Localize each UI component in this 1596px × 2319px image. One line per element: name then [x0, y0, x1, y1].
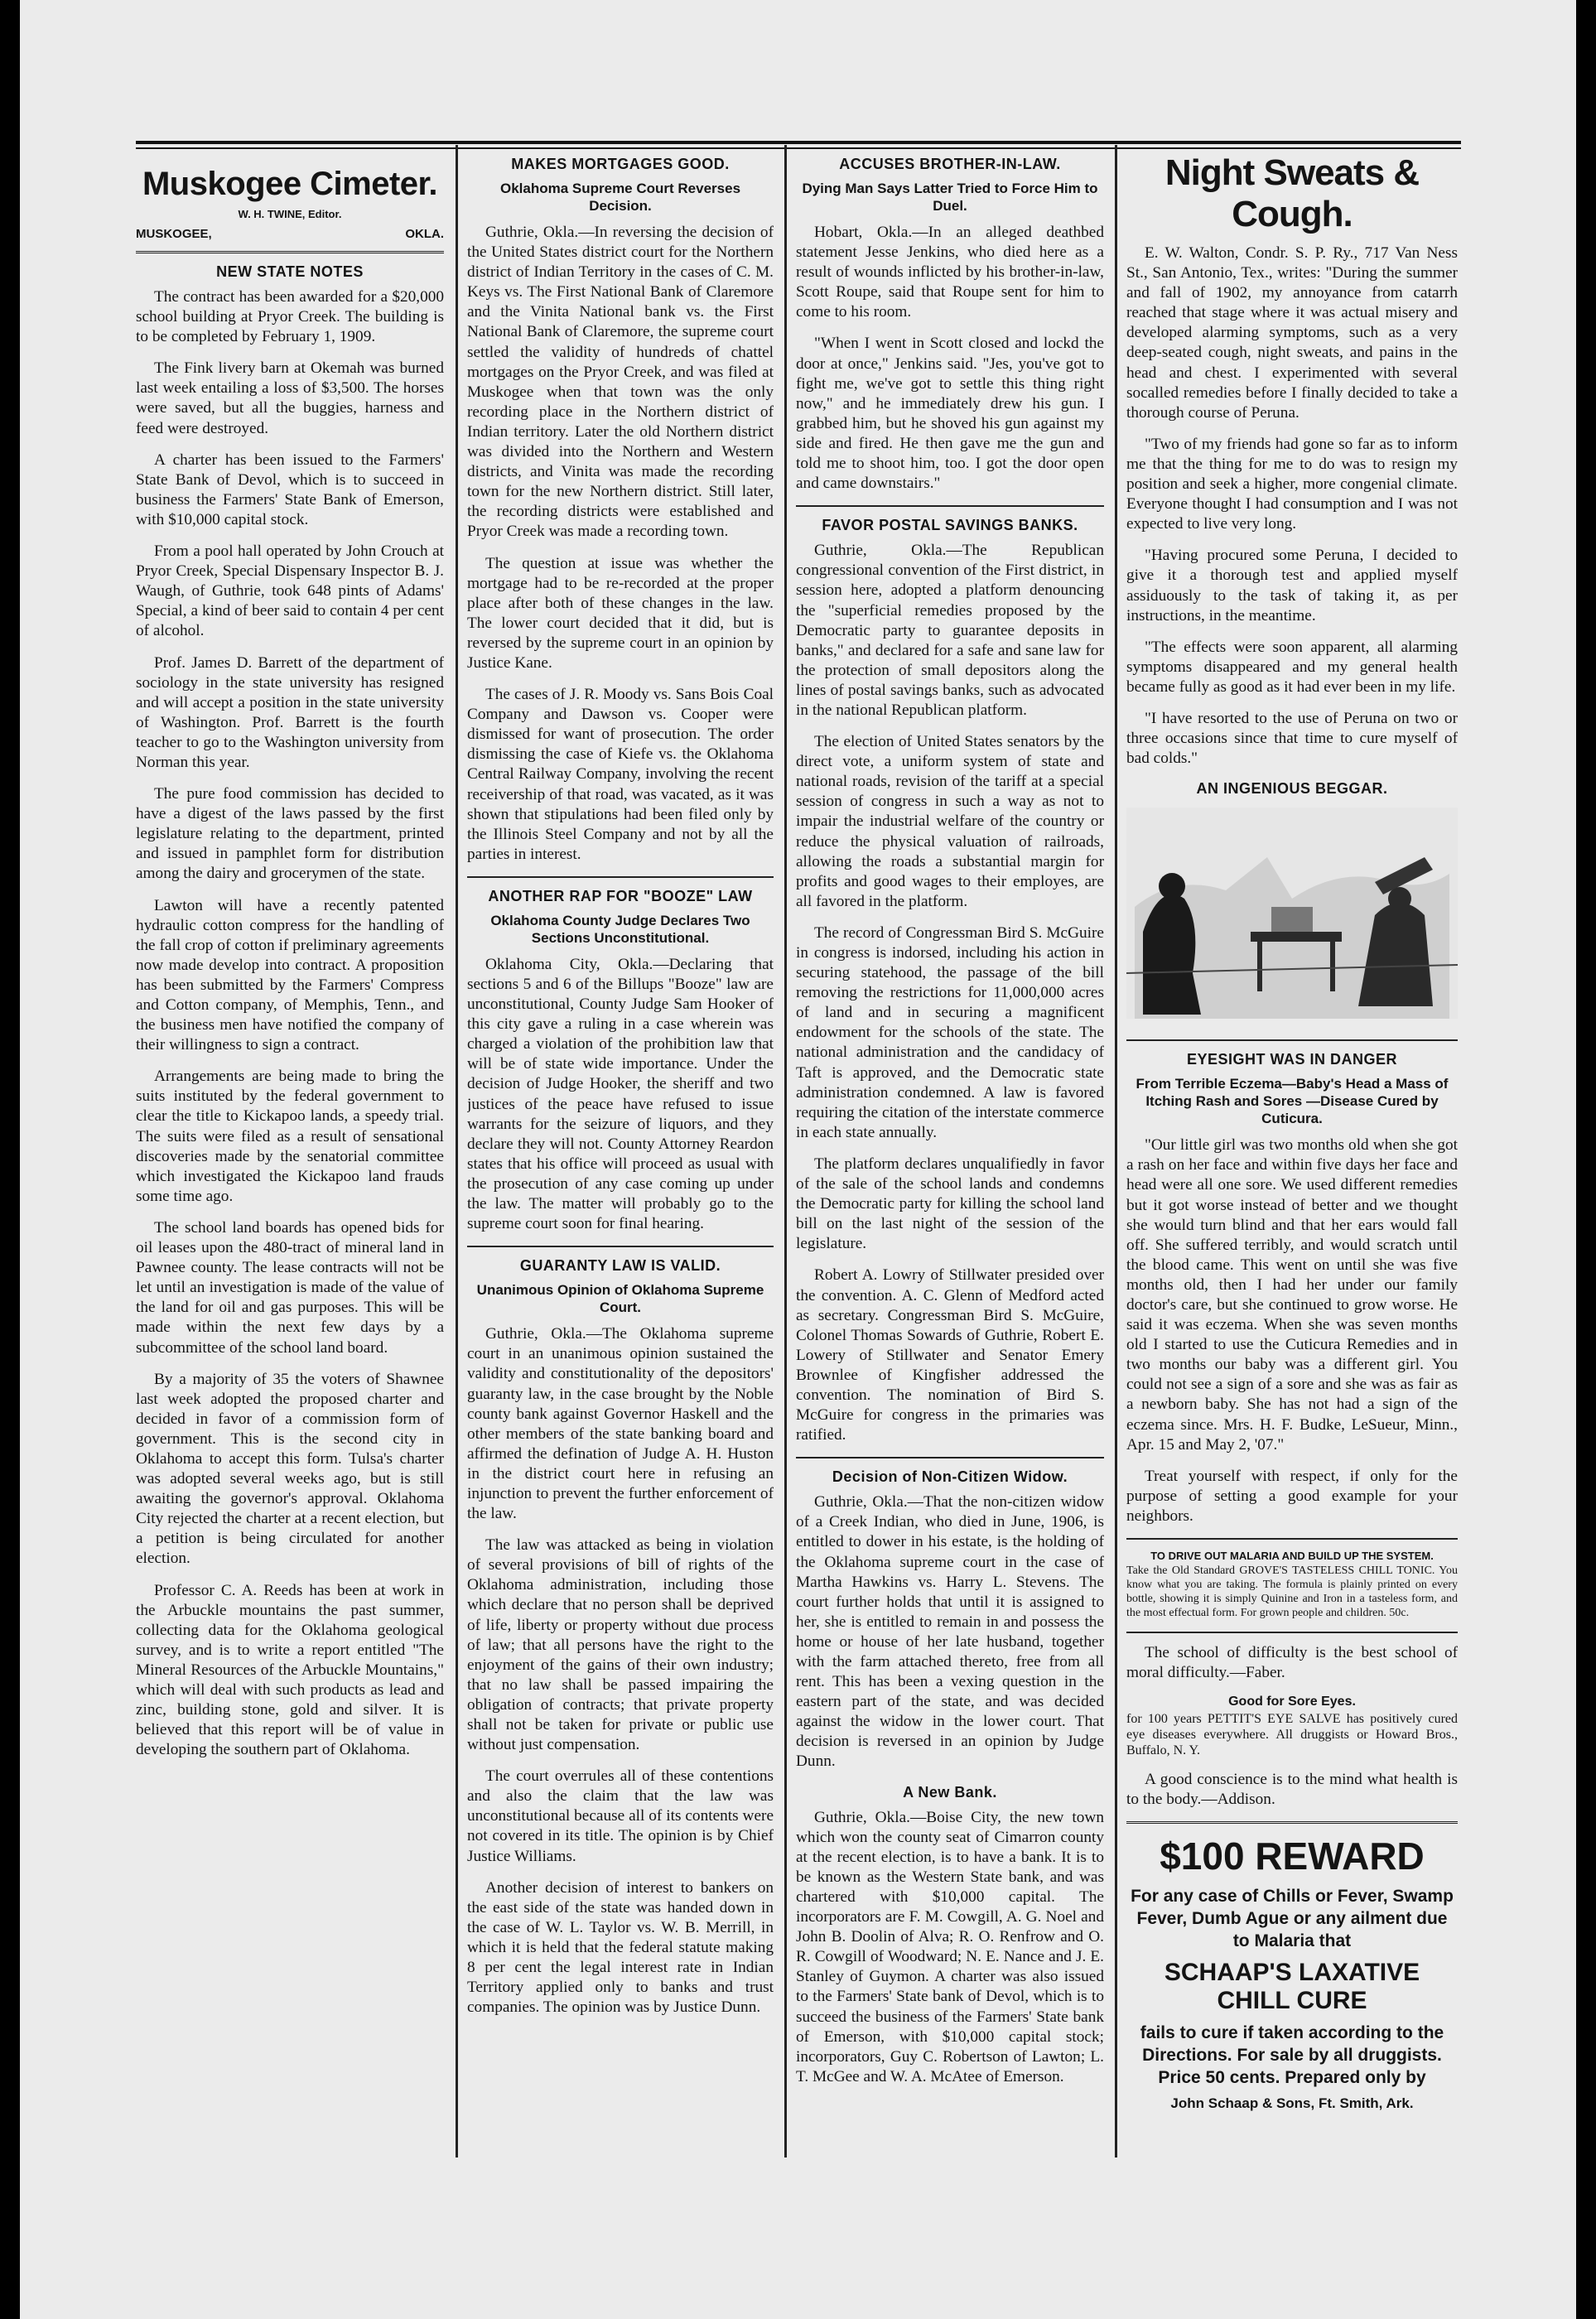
article-paragraph: "When I went in Scott closed and lockd the door at once," Jenkins said. "Jes, you've got to fight me, we've got to settle this thing right now," and he immediately drew his gun. I grabbed him, but he shoved his gun against my side and fired. He then gave me the gun and told me to shoot him, too. I got the door open and came downstairs."	[796, 335, 1104, 493]
booze-law-heading: ANOTHER RAP FOR "BOOZE" LAW	[488, 887, 753, 904]
postal-savings-heading: FAVOR POSTAL SAVINGS BANKS.	[822, 517, 1078, 534]
peruna-ad-heading: Night Sweats & Cough.	[1164, 152, 1420, 234]
note-paragraph: The pure food commission has decided to have a digest of the laws passed by the first legislature relating to the department, printed and issued in pamphlet form for distribution among the dairy and grocerymen of the state.	[136, 785, 444, 883]
booze-law-subheading: Oklahoma County Judge Declares Two Sections Unconstitutional.	[490, 912, 750, 946]
ad-paragraph: "Having procured some Peruna, I decided to give it a thorough test and applied myself assiduously to the task of taking it, as per instructions, in the meantime.	[1126, 547, 1458, 624]
column-4	[1126, 149, 1458, 2170]
guaranty-law-subheading: Unanimous Opinion of Oklahoma Supreme Court.	[476, 1282, 764, 1316]
note-paragraph: Arrangements are being made to bring the suits instituted by the federal government to clear the title to Kickapoo lands, a speedy trial. The suits were filed as a result of sensational discoveries made by the senatorial committee which investigated the Kickapoo land frauds some time ago.	[136, 1068, 444, 1205]
article-paragraph: Another decision of interest to bankers on the east side of the state was handed down in the case of W. L. Taylor vs. W. B. Merrill, in which it is held that the federal statute making 8 per cent the legal interest rate in Indian Territory applied only to banks and trust companies. The opinion was by Justice Dunn.	[467, 1878, 774, 2017]
note-paragraph: Lawton will have a recently patented hydraulic cotton compress for the handling of the fall crop of cotton if preliminary agreements now made develop into contract. A proposition has been submitted by the Farmers' Compress and Cotton company, of Memphis, Tenn., and the business men have notified the company of their willingness to sign a contract.	[136, 896, 444, 1054]
eyesight-heading: EYESIGHT WAS IN DANGER	[1186, 1051, 1398, 1068]
article-paragraph: The question at issue was whether the mortgage had to be re-recorded at the proper place after both of these changes in the law. The lower court decided that it did, but is reversed by the supreme court in an opinion by Justice Kane.	[467, 554, 774, 672]
new-bank-heading: A New Bank.	[903, 1783, 997, 1801]
sore-eyes-heading: Good for Sore Eyes.	[1228, 1695, 1356, 1709]
note-paragraph: The Fink livery barn at Okemah was burned last week entailing a loss of $3,500. The horses were saved, but all the buggies, harness and feed were destroyed.	[136, 359, 444, 437]
column-1	[136, 149, 444, 2170]
brother-in-law-heading: ACCUSES BROTHER-IN-LAW.	[839, 156, 1061, 172]
article-rule	[467, 876, 774, 878]
article-paragraph: Guthrie, Okla.—The Republican congressional convention of the First district, in session here, adopted a platform denouncing the "superficial remedies proposed by the Democratic party to guarantee deposits in banks," and declared for a safe and sane law for the protection of small depositors along the lines of postal savings banks, such as advocated in the national Republican platform.	[796, 542, 1104, 719]
note-paragraph: By a majority of 35 the voters of Shawnee last week adopted the proposed charter and decided in favor of a commission form of government. This is the second city in Oklahoma to accept this form. Tulsa's charter was adopted several weeks ago, but is still awaiting the governor's approval. Oklahoma City rejected the charter at a recent election, but a petition is being circulated for another election.	[136, 1370, 444, 1568]
dateline-city: MUSKOGEE,	[136, 227, 212, 241]
reward-text: For any case of Chills or Fever, Swamp Fever, Dumb Ague or any ailment due to Malaria that	[1131, 1887, 1454, 1951]
article-paragraph: The cases of J. R. Moody vs. Sans Bois Coal Company and Dawson vs. Cooper were dismissed for want of prosecution. The order dismissing the case of Kiefe vs. the Oklahoma Central Railway Company, involving the recent receivership of that road, was vacated, as it was shown that stipulations had been filed only by the Illinois Steel Company and not by all the parties in interest.	[467, 686, 774, 863]
reward-signature: John Schaap & Sons, Ft. Smith, Ark.	[1170, 2095, 1414, 2112]
column-rule-3	[1115, 145, 1117, 2157]
article-paragraph: The election of United States senators by the direct vote, a uniform system of state and national roads, revision of the tariff at a special session of congress in such a way as not to impair the industrial welfare of the country or reduce the physical valuation of railroads, allowing the roads a substantial margin for profits and good wages to their employes, are all favored in the platform.	[796, 733, 1104, 910]
column-3	[796, 149, 1104, 2170]
ad-rule	[1126, 1821, 1458, 1824]
masthead-editor: W. H. TWINE, Editor.	[238, 208, 342, 220]
ad-paragraph: "The effects were soon apparent, all alarming symptoms disappeared and my general health became fully as good as it had ever been in my life.	[1126, 638, 1458, 696]
widow-heading: Decision of Non-Citizen Widow.	[832, 1468, 1068, 1486]
dateline-state: OKLA.	[405, 227, 444, 241]
ad-rule	[1126, 1039, 1458, 1041]
new-state-notes-body	[136, 287, 444, 1760]
article-paragraph: Hobart, Okla.—In an alleged deathbed statement Jesse Jenkins, who died here as a result of wounds inflicted by his brother-in-law, Scott Roupe, said that Roupe sent for him to come to his room.	[796, 224, 1104, 321]
article-paragraph: The platform declares unqualifiedly in favor of the sale of the school lands and condemns the Democratic party for killing the school land bill on the last night of the session of the legislature.	[796, 1155, 1104, 1253]
article-paragraph: Guthrie, Okla.—In reversing the decision of the United States district court for the Northern district of Indian Territory in the cases of C. M. Keys vs. The First National Bank of Claremore and the Vinita National bank vs. the First National Bank of Claremore, the supreme court settled the validity of hundreds of chattel mortgages on the Pryor Creek, and was filed at Muskogee when that town was the only recording place in the Northern district of Indian territory. Later the old Northern district was divided into the Northern and Western districts, and Vinita was made the recording town for the new Northern district. Still later, the recording districts were established and Pryor Creek was made a recording town.	[467, 224, 774, 541]
filler-quote: A good conscience is to the mind what health is to the body.—Addison.	[1126, 1771, 1458, 1809]
top-rule	[136, 141, 1461, 144]
article-paragraph: Guthrie, Okla.—Boise City, the new town which won the county seat of Cimarron county at the recent election, is to have a bank. It is to be known as the Western State bank, and was chartered with $10,000 capital. The incorporators are F. M. Cowgill, A. G. Noel and John B. Doolin of Alva; R. O. Renfrow and O. R. Cowgill of Woodward; N. E. Nance and J. E. Stanley of Guymon. A charter was also issued to the Farmers' State bank of Devol, which is to succeed the business of the Farmers' State bank of Emerson, with $10,000 capital stock; incorporators, Guy C. Robertson of Lawton; L. T. McGee and W. A. McAtee of Emerson.	[796, 1808, 1104, 2085]
dateline	[136, 227, 444, 241]
beggar-heading: AN INGENIOUS BEGGAR.	[1196, 780, 1388, 798]
article-paragraph: Robert A. Lowry of Stillwater presided over the convention. A. C. Glenn of Medford acted as secretary. Congressman Bird S. McGuire, Colonel Thomas Sowards of Guthrie, Robert E. Lowery of Stillwater and Senator Emery Brownlee of Kingfisher addressed the convention. The nomination of Bird S. McGuire for congress in the primaries was ratified.	[796, 1266, 1104, 1444]
mortgages-subheading: Oklahoma Supreme Court Reverses Decision.	[499, 181, 741, 214]
note-paragraph: A charter has been issued to the Farmers' State Bank of Devol, which is to succeed in business the Farmers' State Bank of Emerson, with $10,000 capital stock.	[136, 451, 444, 528]
ad-rule	[1126, 1632, 1458, 1633]
article-paragraph: The record of Congressman Bird S. McGuire in congress is indorsed, including his action in securing statehood, the passage of the bill removing the restrictions for 11,000,000 acres of land and in securing a magnificent endowment for the schools of the state. The national administration and the candidacy of Taft is approved, and the Democratic state administration condemned. A law is favored requiring the citation of the interstate commerce in each state annually.	[796, 923, 1104, 1141]
malaria-text: Take the Old Standard GROVE'S TASTELESS CHILL TONIC. You know what you are taking. The formula is plainly printed on every bottle, showing it is simply Quinine and Iron in a tasteless form, and the most effectual form. For grown people and children. 50c.	[1126, 1564, 1458, 1620]
malaria-heading: TO DRIVE OUT MALARIA AND BUILD UP THE SYSTEM.	[1150, 1550, 1434, 1563]
masthead-title: Muskogee Cimeter.	[142, 166, 438, 202]
laxative-product-name: SCHAAP'S LAXATIVE CHILL CURE	[1164, 1959, 1420, 2015]
note-paragraph: The contract has been awarded for a $20,000 school building at Pryor Creek. The building is to be completed by February 1, 1909.	[136, 288, 444, 346]
reward-text-2: fails to cure if taken according to the Directions. For sale by all druggists. Price 50 cents. Prepared only by	[1140, 2023, 1444, 2088]
article-rule	[796, 505, 1104, 507]
ad-rule	[1126, 1538, 1458, 1540]
paper-sheet	[20, 0, 1576, 2319]
filler-quote: The school of difficulty is the best school of moral difficulty.—Faber.	[1126, 1644, 1458, 1682]
mortgages-heading: MAKES MORTGAGES GOOD.	[511, 156, 730, 172]
ad-paragraph: "I have resorted to the use of Peruna on two or three occasions since that time to cure myself of bad colds."	[1126, 709, 1458, 768]
article-paragraph: The court overrules all of these contentions and also the claim that the law was unconstitutional because all of its contents were not covered in its title. The opinion is by Chief Justice Williams.	[467, 1767, 774, 1865]
eyesight-subheading: From Terrible Eczema—Baby's Head a Mass of Itching Rash and Sores —Disease Cured by Cuticura.	[1136, 1076, 1449, 1127]
article-paragraph: Guthrie, Okla.—That the non-citizen widow of a Creek Indian, who died in June, 1906, is entitled to dower in his estate, is the holding of the Oklahoma supreme court in the case of Martha Hawkins vs. Harry L. Stevens. The court further holds that until it is assigned to her, she is entitled to remain in and possess the home or house of her late husband, together with the farm attached thereto, free from all rent. This has been a vexing question in the eastern part of the state, and was decided against the widow in the lower court. That decision is reversed in an opinion by Judge Dunn.	[796, 1493, 1104, 1771]
article-rule	[467, 1246, 774, 1247]
note-paragraph: The school land boards has opened bids for oil leases upon the 480-tract of mineral land in Pawnee county. The lease contracts will not be let until an investigation is made of the value of the land for oil and gas purposes. This will be made within the next few days by a subcommittee of the school land board.	[136, 1218, 444, 1357]
ad-paragraph: E. W. Walton, Condr. S. P. Ry., 717 Van Ness St., San Antonio, Tex., writes: "During the summer and fall of 1902, my annoyance from catarrh reached that stage where it was actual misery and developed alarming symptoms, such as a very deep-seated cough, night sweats, and pains in the head and chest. I experimented with several socalled remedies before I finally decided to take a thorough course of Peruna.	[1126, 244, 1458, 422]
note-paragraph: Professor C. A. Reeds has been at work in the Arbuckle mountains the past summer, collecting data for the Oklahoma geological survey, and is to write a report entitled "The Mineral Resources of the Arbuckle Mountains," which will deal with such products as lead and zinc, building stone, gold and silver. It is believed that this report will be of value in developing the southern part of Oklahoma.	[136, 1581, 444, 1759]
ad-paragraph: "Our little girl was two months old when she got a rash on her face and within five days her face and head were all one sore. We used different remedies but it got worse instead of better and we thought she would turn blind and that her ears would fall off. She suffered terribly, and would scratch until the blood came. This went on until she was five months old, then I had her under our family doctor's care, but she continued to grow worse. He said it was eczema. When she was seven months old I started to use the Cuticura Remedies and in two months our baby was a different girl. You could not see a sign of a sore and she was as fair as a newborn baby. She has not had a sign of the eczema since. Mrs. H. F. Budke, LeSueur, Minn., Apr. 15 and May 2, '07."	[1126, 1136, 1458, 1454]
note-paragraph: From a pool hall operated by John Crouch at Pryor Creek, Special Dispensary Inspector B. J. Waugh, of Guthrie, took 648 pints of Adams' Special, a kind of beer said to contain 4 per cent of alcohol.	[136, 542, 444, 640]
column-rule-2	[784, 145, 787, 2157]
ad-paragraph: "Two of my friends had gone so far as to inform me that the thing for me to do was to resign my position and seek a higher, more congenial climate. Everyone thought I had consumption and I was not expected to live very long.	[1126, 435, 1458, 533]
reward-heading: $100 REWARD	[1160, 1834, 1425, 1878]
beggar-illustration	[1126, 808, 1458, 1019]
column-2	[467, 149, 774, 2170]
brother-in-law-subheading: Dying Man Says Latter Tried to Force Him to Duel.	[802, 181, 1098, 214]
ad-paragraph: Treat yourself with respect, if only for the purpose of setting a good example for your neighbors.	[1126, 1467, 1458, 1525]
note-paragraph: Prof. James D. Barrett of the department of sociology in the state university has resigned and will accept a position in the state university of Washington. Prof. Barrett is the fourth teacher to go to the Washington university from Norman this year.	[136, 653, 444, 771]
article-paragraph: Guthrie, Okla.—The Oklahoma supreme court in an unanimous opinion sustained the validity and constitutionality of the depositors' guaranty law, in the case brought by the Noble county bank against Governor Haskell and the other members of the state banking board and affirmed the defination of Judge A. H. Huston in the district court here in refusing an injunction to prevent the further enforcement of the law.	[467, 1325, 774, 1523]
guaranty-law-heading: GUARANTY LAW IS VALID.	[519, 1257, 721, 1275]
article-paragraph: Oklahoma City, Okla.—Declaring that sections 5 and 6 of the Billups "Booze" law are unconstitutional, County Judge Sam Hooker of this city gave a ruling in a case wherein was charged a violation of the prohibition law that will be of state wide importance. Under the decision of Judge Hooker, the sheriff and two justices of the peace have refused to issue warrants for the seizure of liquors, and they declare they will not. County Attorney Reardon states that his office will proceed as usual with the prosecution of any case coming up under the law. The matter will probably go to the supreme court soon for final hearing.	[467, 955, 774, 1233]
article-rule	[796, 1457, 1104, 1458]
column-rule-1	[456, 145, 458, 2157]
masthead-rule	[136, 251, 444, 253]
sore-eyes-text: for 100 years PETTIT'S EYE SALVE has positively cured eye diseases everywhere. All druggists or Howard Bros., Buffalo, N. Y.	[1126, 1712, 1458, 1758]
new-state-notes-heading: NEW STATE NOTES	[216, 263, 364, 280]
article-paragraph: The law was attacked as being in violation of several provisions of bill of rights of the Oklahoma administration, including those which declare that no person shall be deprived of life, liberty or property without due process of law; that all persons have the right to the enjoyment of the gains of their own industry; that no law shall be passed impairing the obligation of contracts; that private property shall not be taken for private or public use without just compensation.	[467, 1536, 774, 1754]
